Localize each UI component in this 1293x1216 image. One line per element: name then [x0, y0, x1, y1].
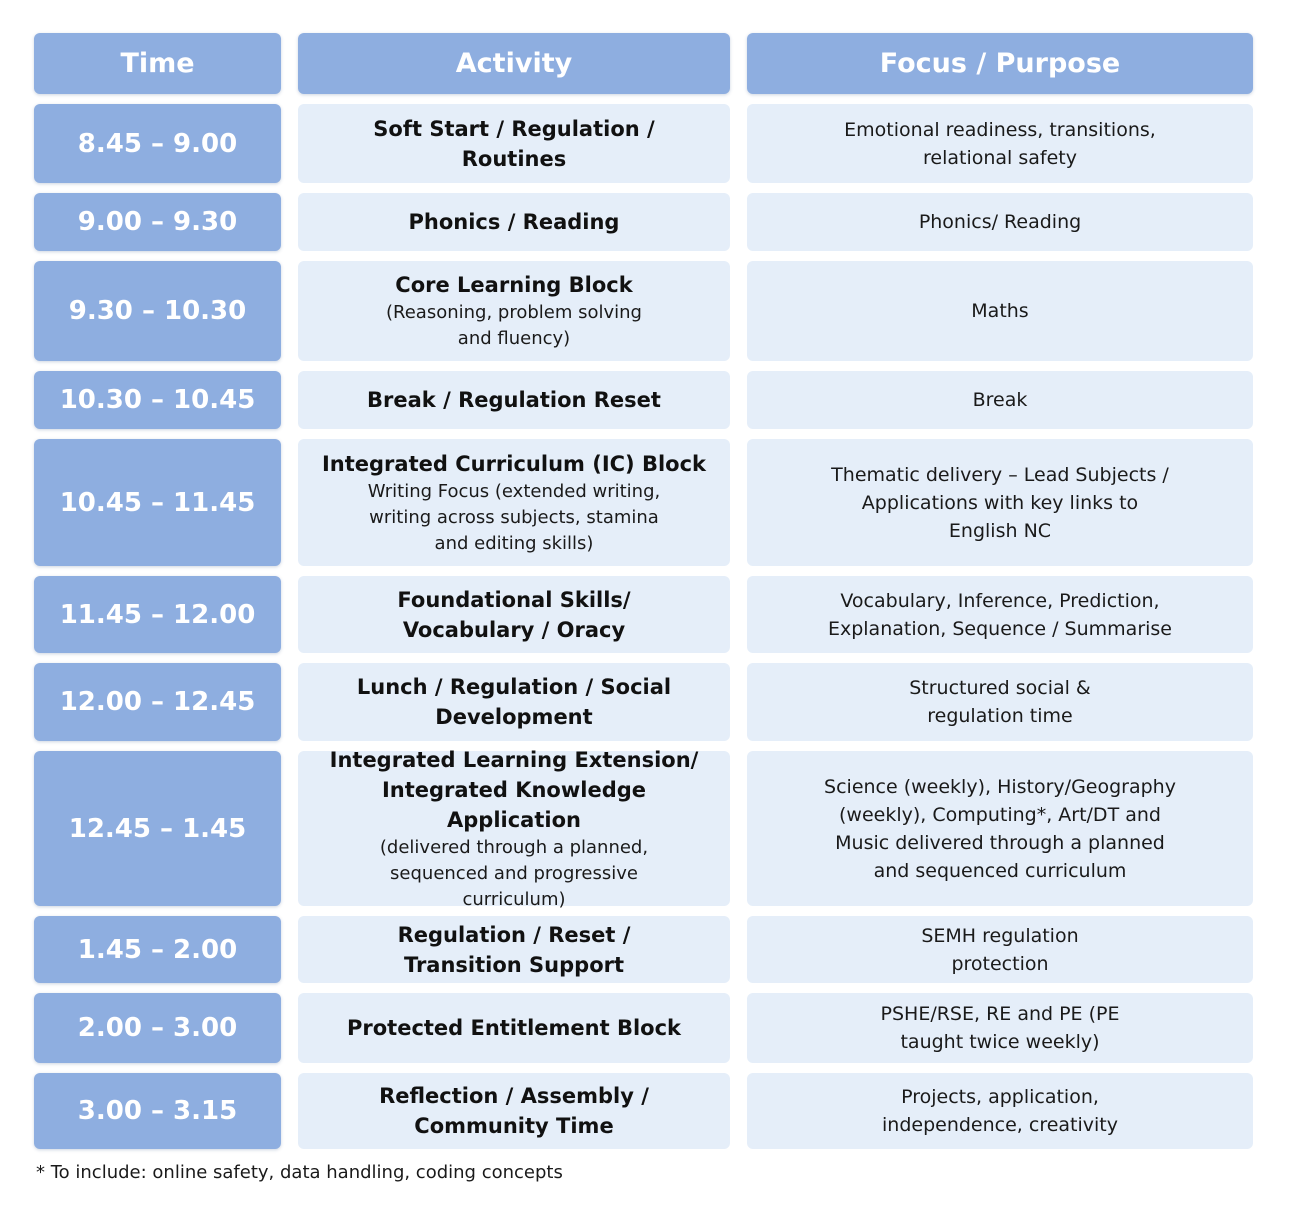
header-time: Time	[34, 33, 281, 94]
time-cell: 8.45 – 9.00	[34, 104, 281, 183]
time-cell: 3.00 – 3.15	[34, 1073, 281, 1149]
focus-cell	[747, 193, 1253, 251]
time-cell: 9.00 – 9.30	[34, 193, 281, 251]
activity-cell	[298, 1073, 730, 1149]
activity-title: Integrated Curriculum (IC) Block	[321, 451, 707, 476]
focus-text: Thematic delivery – Lead Subjects / Applications with key links to English NC	[831, 463, 1169, 542]
focus-text: PSHE/RSE, RE and PE (PE taught twice weekly)	[880, 1003, 1120, 1053]
focus-text: Vocabulary, Inference, Prediction, Explanation, Sequence / Summarise	[827, 589, 1173, 640]
footnote: * To include: online safety, data handling, coding concepts	[36, 1162, 563, 1183]
activity-cell	[298, 371, 730, 429]
focus-cell	[747, 993, 1253, 1063]
focus-text: Structured social & regulation time	[909, 677, 1091, 727]
focus-text: Emotional readiness, transitions, relational safety	[844, 118, 1156, 169]
activity-title: Break / Regulation Reset	[367, 388, 661, 412]
time-cell: 12.00 – 12.45	[34, 663, 281, 741]
focus-text: Science (weekly), History/Geography (weekly), Computing*, Art/DT and Music delivered through a planned and sequenced curriculum	[824, 775, 1176, 882]
focus-text: Projects, application, independence, creativity	[882, 1086, 1118, 1136]
focus-text: SEMH regulation protection	[921, 924, 1079, 975]
activity-cell	[298, 576, 730, 653]
focus-cell	[747, 261, 1253, 361]
focus-cell	[747, 576, 1253, 653]
focus-cell	[747, 104, 1253, 183]
activity-title: Foundational Skills/ Vocabulary / Oracy	[397, 587, 631, 642]
activity-title: Reflection / Assembly / Community Time	[379, 1084, 649, 1138]
activity-title: Core Learning Block	[395, 273, 633, 297]
focus-cell	[747, 916, 1253, 983]
focus-cell	[747, 751, 1253, 906]
activity-cell	[298, 261, 730, 361]
timetable-grid	[34, 33, 1254, 1149]
activity-title: Integrated Learning Extension/ Integrated Knowledge Application	[329, 747, 699, 832]
time-cell: 2.00 – 3.00	[34, 993, 281, 1063]
time-cell: 1.45 – 2.00	[34, 916, 281, 983]
activity-title: Phonics / Reading	[408, 210, 620, 234]
activity-title: Regulation / Reset / Transition Support	[397, 922, 631, 977]
time-cell: 12.45 – 1.45	[34, 751, 281, 906]
header-activity: Activity	[298, 33, 730, 94]
activity-title: Lunch / Regulation / Social Development	[356, 675, 672, 729]
focus-text: Phonics/ Reading	[918, 211, 1082, 233]
time-cell: 10.45 – 11.45	[34, 439, 281, 566]
activity-cell	[298, 663, 730, 741]
activity-subtitle: Writing Focus (extended writing, writing across subjects, stamina and editing skills)	[367, 480, 661, 554]
focus-cell	[747, 1073, 1253, 1149]
activity-cell	[298, 104, 730, 183]
activity-subtitle: (Reasoning, problem solving and fluency)	[386, 302, 642, 349]
focus-text: Maths	[971, 300, 1029, 322]
activity-cell	[298, 993, 730, 1063]
focus-text: Break	[972, 389, 1028, 411]
activity-subtitle: (delivered through a planned, sequenced and progressive curriculum)	[379, 836, 649, 910]
activity-cell	[298, 916, 730, 983]
focus-cell	[747, 439, 1253, 566]
activity-title: Protected Entitlement Block	[346, 1016, 681, 1040]
activity-cell	[298, 193, 730, 251]
focus-cell	[747, 371, 1253, 429]
time-cell: 10.30 – 10.45	[34, 371, 281, 429]
activity-cell	[298, 747, 730, 910]
focus-cell	[747, 663, 1253, 741]
header-focus: Focus / Purpose	[747, 33, 1253, 94]
time-cell: 9.30 – 10.30	[34, 261, 281, 361]
time-cell: 11.45 – 12.00	[34, 576, 281, 653]
activity-cell	[298, 439, 730, 566]
activity-title: Soft Start / Regulation / Routines	[373, 116, 655, 171]
